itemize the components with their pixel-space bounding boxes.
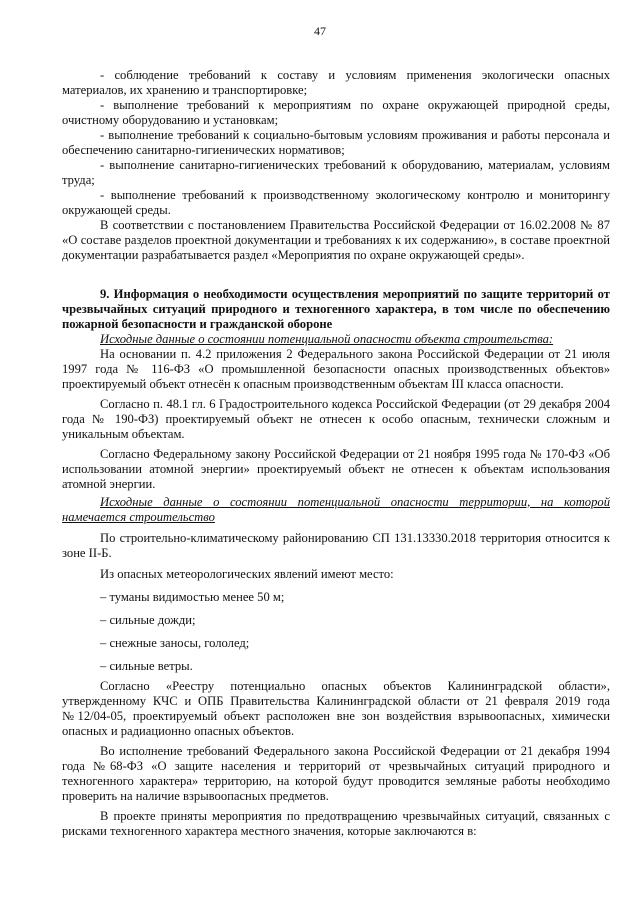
env-item-1: - соблюдение требований к составу и условиям применения экологически опасных материалов, их хранению и транспортировке; xyxy=(62,68,610,97)
env-regulation-paragraph: В соответствии с постановлением Правительства Российской Федерации от 16.02.2008 № 87 «О составе разделов проектной документации и требованиях к их содержанию», в составе проектной документации разрабатывается раздел «Мероприятия по охране окружающей среды». xyxy=(62,218,610,262)
hazard-item-wind: – сильные ветры. xyxy=(100,659,193,673)
env-item-3: - выполнение требований к социально-бытовым условиям проживания и работы персонала и обеспечению санитарно-гигиенических нормативов; xyxy=(62,128,610,157)
page-number: 47 xyxy=(314,24,326,38)
explosives-check-paragraph: Во исполнение требований Федерального закона Российской Федерации от 21 декабря 1994 года №68-ФЗ «О защите населения и территорий от чрезвычайных ситуаций природного и техногенного характера» территорию, на которой будут проводится земляные работы необходимо проверить на наличие взрывоопасных предметов. xyxy=(62,744,610,803)
climate-paragraph: По строительно-климатическому районированию СП 131.13330.2018 территория относится к зоне II-Б. xyxy=(62,531,610,560)
subheading-object-hazard: Исходные данные о состоянии потенциальной опасности объекта строительства: xyxy=(100,332,554,346)
env-item-5: - выполнение требований к производственному экологическому контролю и мониторингу окружающей среды. xyxy=(62,188,610,217)
subheading-territory-hazard: Исходные данные о состоянии потенциальной опасности территории, на которой намечается строительство xyxy=(62,495,610,524)
object-paragraph-2: Согласно п. 48.1 гл. 6 Градостроительного кодекса Российской Федерации (от 29 декабря 2004 года № 190-ФЗ) проектируемый объект не отнесен к особо опасным, технически сложным и уникальным объектам. xyxy=(62,397,610,441)
hazard-item-fog: – туманы видимостью менее 50 м; xyxy=(100,590,285,604)
section-heading: 9. Информация о необходимости осуществления мероприятий по защите территорий от чрезвычайных ситуаций природного и техногенного характера, в том числе по обеспечению пожарной безопасности и гражданской обороне xyxy=(62,287,610,331)
env-item-2: - выполнение требований к мероприятиям по охране окружающей природной среды, очистному оборудованию и установкам; xyxy=(62,98,610,127)
env-item-4: - выполнение санитарно-гигиенических требований к оборудованию, материалам, условиям труда; xyxy=(62,158,610,187)
object-paragraph-1: На основании п. 4.2 приложения 2 Федерального закона Российской Федерации от 21 июля 1997 года № 116-ФЗ «О промышленной безопасности опасных производственных объектов» проектируемый объект отнесён к опасным производственным объектам III класса опасности. xyxy=(62,347,610,391)
hazard-item-rain: – сильные дожди; xyxy=(100,613,196,627)
registry-paragraph: Согласно «Реестру потенциально опасных объектов Калининградской области», утвержденному КЧС и ОПБ Правительства Калининградской области от 21 февраля 2019 года №12/04-05, проектируемый объект расположен вне зон воздействия взрывоопасных, химически опасных и радиационно опасных объектов. xyxy=(62,679,610,738)
hazard-item-snow: – снежные заносы, гололед; xyxy=(100,636,250,650)
measures-intro-paragraph: В проекте приняты мероприятия по предотвращению чрезвычайных ситуаций, связанных с рисками техногенного характера местного значения, которые заключаются в: xyxy=(62,809,610,838)
hazards-intro: Из опасных метеорологических явлений имеют место: xyxy=(100,567,394,581)
object-paragraph-3: Согласно Федеральному закону Российской Федерации от 21 ноября 1995 года № 170-ФЗ «Об использовании атомной энергии» проектируемый объект не отнесен к объектам использования атомной энергии. xyxy=(62,447,610,491)
document-body xyxy=(62,68,610,839)
